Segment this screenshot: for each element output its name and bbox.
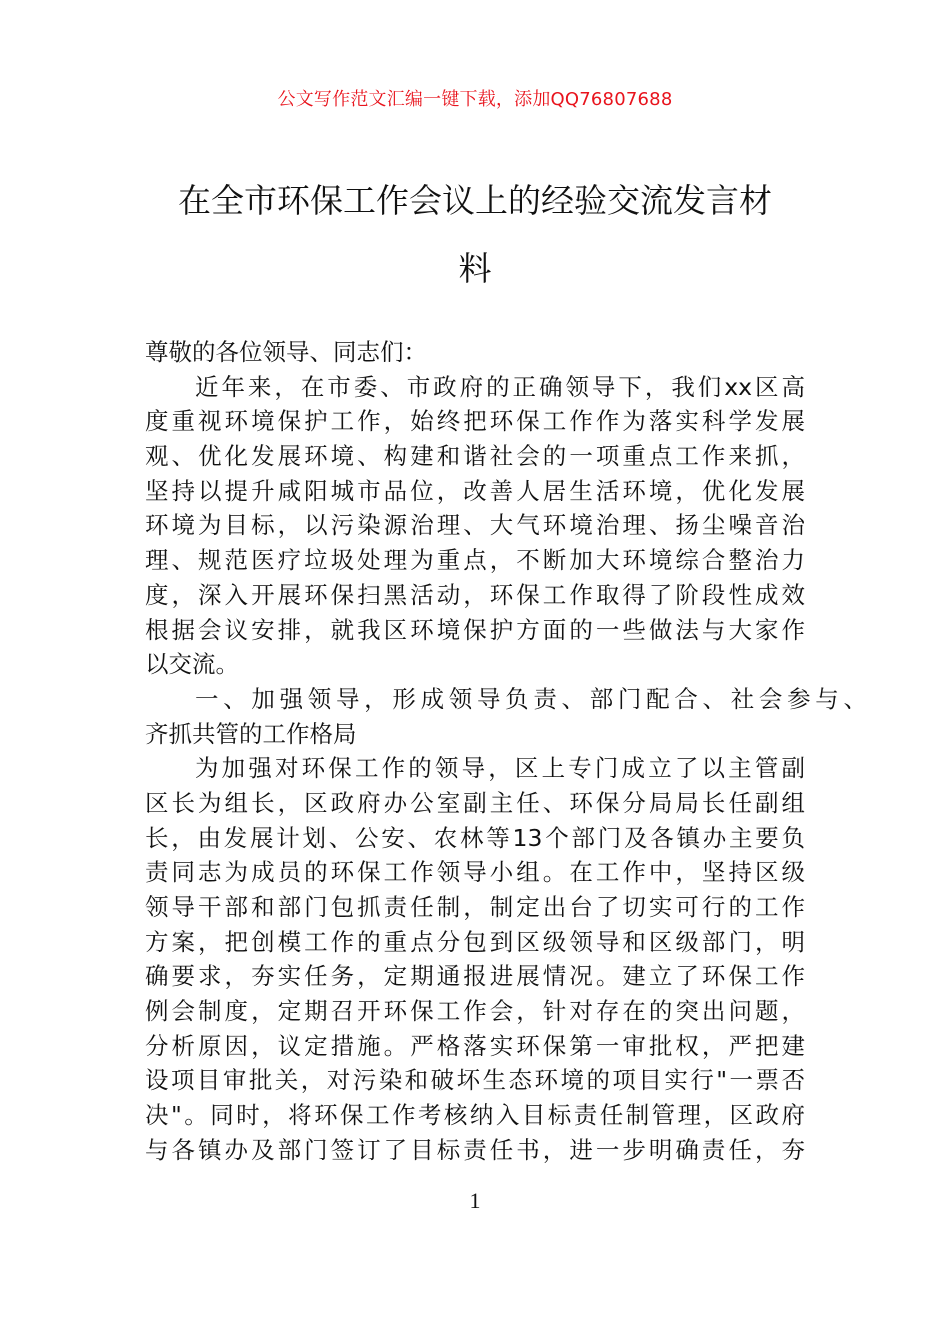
document-title-line-1: 在全市环保工作会议上的经验交流发言材 [178,181,772,220]
document-title-line-2: 料 [458,249,492,288]
document-body [145,335,867,1168]
paragraph-line: 分析原因，议定措施。严格落实环保第一审批权，严把建 [145,1031,805,1060]
paragraph-line: 例会制度，定期召开环保工作会，针对存在的突出问题， [145,997,805,1026]
paragraph-line: 根据会议安排，就我区环境保护方面的一些做法与大家作 [145,615,805,644]
salutation: 尊敬的各位领导、同志们： [145,338,427,366]
paragraph-line: 区长为组长，区政府办公室副主任、环保分局局长任副组 [145,788,805,817]
paragraph-line: 与各镇办及部门签订了目标责任书，进一步明确责任，夯 [145,1135,805,1164]
section-heading-line: 齐抓共管的工作格局 [145,719,357,748]
paragraph-line: 设项目审批关，对污染和破坏生态环境的项目实行"一票否 [145,1066,805,1095]
paragraph-line: 环境为目标，以污染源治理、大气环境治理、扬尘噪音治 [145,511,805,540]
paragraph-line: 度，深入开展环保扫黑活动，环保工作取得了阶段性成效 [145,580,805,609]
paragraph-line: 坚持以提升咸阳城市品位，改善人居生活环境，优化发展 [145,476,805,505]
paragraph-line: 近年来，在市委、市政府的正确领导下，我们xx区高 [195,372,805,401]
paragraph-line: 理、规范医疗垃圾处理为重点，不断加大环境综合整治力 [145,546,805,575]
paragraph-line: 方案，把创模工作的重点分包到区级领导和区级部门，明 [145,927,805,956]
download-banner: 公文写作范文汇编一键下载，添加QQ76807688 [277,89,673,110]
paragraph-line: 领导干部和部门包抓责任制，制定出台了切实可行的工作 [145,893,805,921]
paragraph-line: 长，由发展计划、公安、农林等13个部门及各镇办主要负 [145,823,805,852]
paragraph-line: 责同志为成员的环保工作领导小组。在工作中，坚持区级 [145,858,805,887]
paragraph-line: 观、优化发展环境、构建和谐社会的一项重点工作来抓， [145,442,805,471]
section-heading-line: 一、加强领导，形成领导负责、部门配合、社会参与、 [195,684,867,713]
page-number: 1 [469,1188,481,1213]
paragraph-line: 为加强对环保工作的领导，区上专门成立了以主管副 [195,754,805,783]
paragraph-line: 度重视环境保护工作，始终把环保工作作为落实科学发展 [145,407,805,436]
paragraph-line: 确要求，夯实任务，定期通报进展情况。建立了环保工作 [145,962,805,991]
paragraph-line: 决"。同时，将环保工作考核纳入目标责任制管理，区政府 [145,1101,805,1130]
paragraph-line: 以交流。 [145,650,239,679]
